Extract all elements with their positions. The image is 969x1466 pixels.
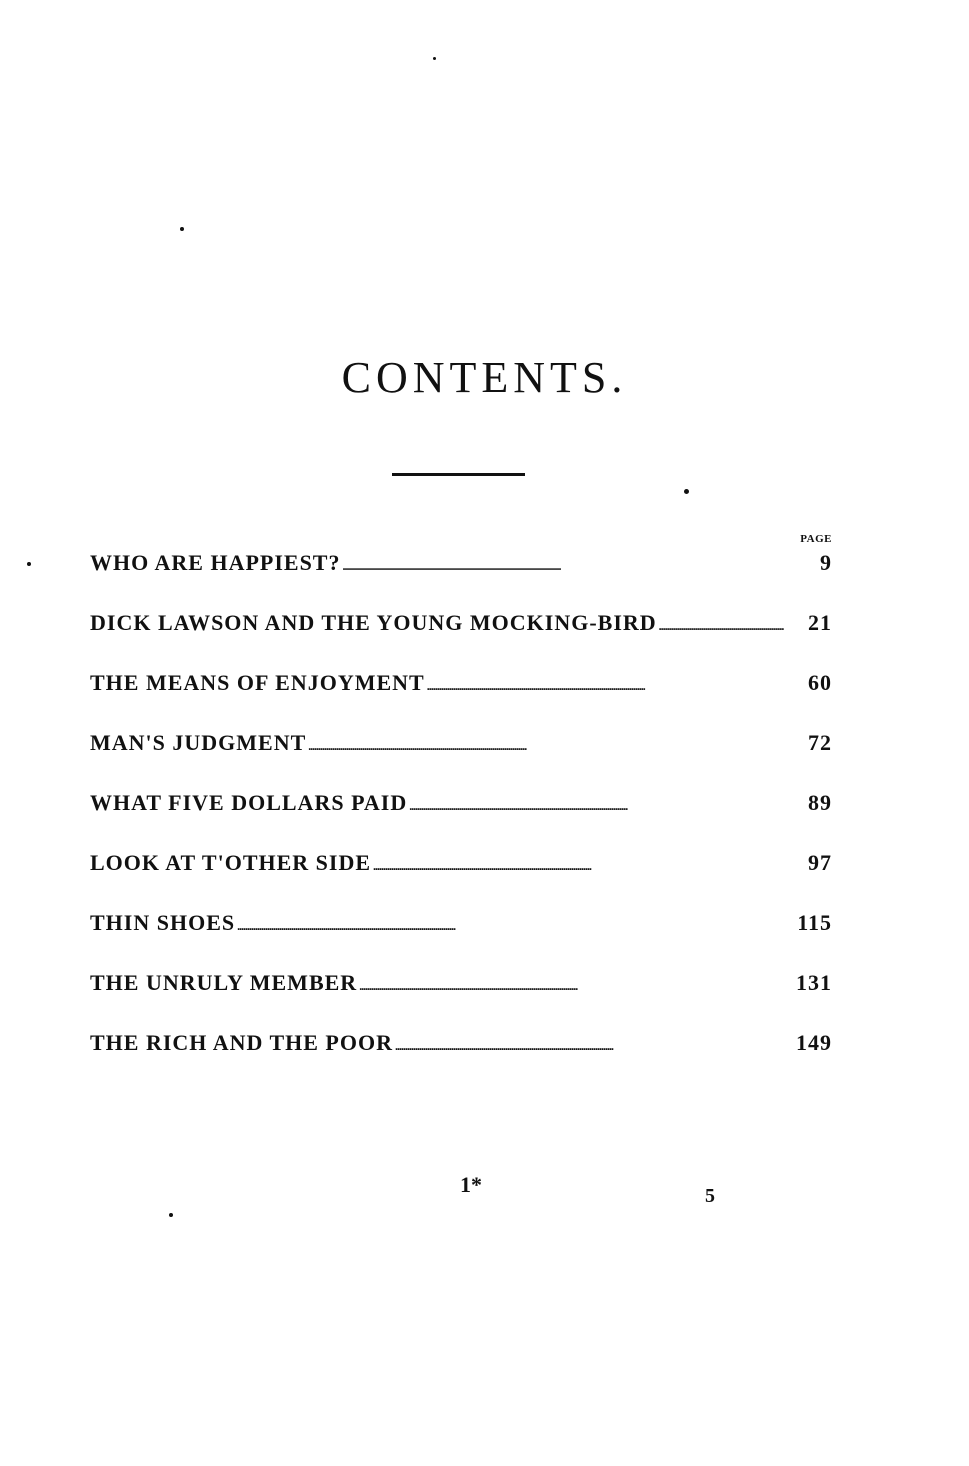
toc-leader-dots — [342, 550, 784, 576]
toc-entry-title: LOOK AT T'OTHER SIDE — [90, 850, 372, 875]
toc-leader-dots — [395, 1030, 784, 1056]
toc-entry-page: 131 — [796, 970, 832, 995]
toc-entry — [90, 730, 832, 790]
page-number: 5 — [705, 1185, 715, 1207]
scan-speck — [684, 489, 689, 494]
toc-entry — [90, 910, 832, 970]
toc-entry-title: THE UNRULY MEMBER — [90, 970, 358, 995]
toc-entry-page: 149 — [796, 1030, 832, 1055]
scan-speck — [27, 562, 31, 566]
toc-entry — [90, 970, 832, 1030]
toc-leader-dots — [359, 970, 784, 996]
toc-entry-title: THE RICH AND THE POOR — [90, 1030, 393, 1055]
table-of-contents — [90, 550, 832, 1090]
toc-entry-title: DICK LAWSON AND THE YOUNG MOCKING-BIRD — [90, 610, 657, 635]
toc-entry — [90, 790, 832, 850]
toc-entry — [90, 550, 832, 610]
toc-entry-page: 115 — [797, 910, 832, 935]
scan-speck — [169, 1213, 173, 1217]
signature-mark: 1* — [460, 1172, 482, 1197]
toc-entry-title: MAN'S JUDGMENT — [90, 730, 307, 755]
toc-entry — [90, 1030, 832, 1090]
toc-entry — [90, 850, 832, 910]
toc-leader-dots — [427, 670, 784, 696]
page-column-label: PAGE — [800, 533, 832, 545]
toc-leader-dots — [308, 730, 784, 756]
toc-entry-title: WHO ARE HAPPIEST? — [90, 550, 341, 575]
toc-leader-dots — [659, 610, 784, 636]
toc-entry-page: 72 — [808, 730, 832, 755]
title-rule — [392, 473, 525, 476]
scan-speck — [433, 57, 436, 60]
toc-entry-page: 21 — [808, 610, 832, 635]
page-title: CONTENTS. — [341, 353, 628, 402]
toc-entry — [90, 610, 832, 670]
toc-entry-title: THE MEANS OF ENJOYMENT — [90, 670, 425, 695]
toc-entry-title: THIN SHOES — [90, 910, 236, 935]
toc-entry — [90, 670, 832, 730]
toc-entry-page: 89 — [808, 790, 832, 815]
scan-speck — [180, 227, 184, 231]
toc-entry-page: 60 — [808, 670, 832, 695]
toc-entry-title: WHAT FIVE DOLLARS PAID — [90, 790, 408, 815]
toc-leader-dots — [237, 910, 784, 936]
toc-entry-page: 9 — [820, 550, 832, 575]
toc-leader-dots — [409, 790, 784, 816]
toc-leader-dots — [373, 850, 784, 876]
toc-entry-page: 97 — [808, 850, 832, 875]
